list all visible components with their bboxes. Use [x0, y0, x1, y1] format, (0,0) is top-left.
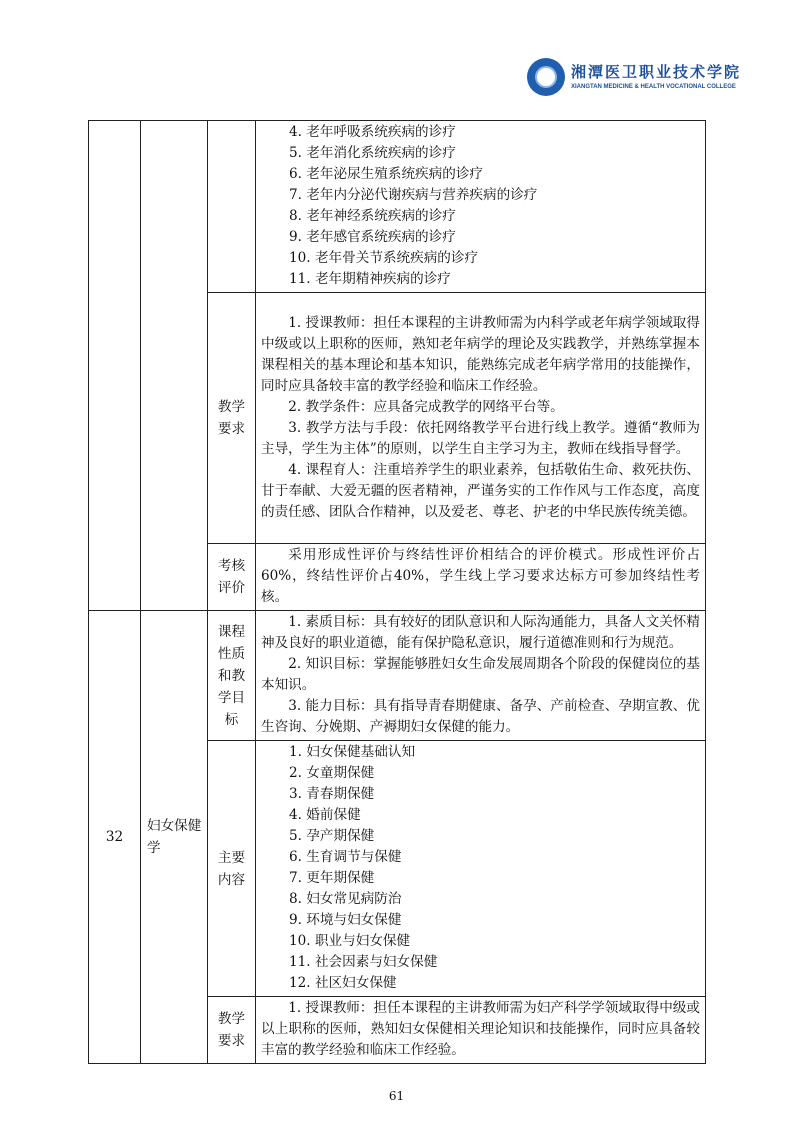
- goal-paragraph: 3. 能力目标：具有指导青春期健康、备孕、产前检查、孕期宣教、优生咨询、分娩期、产褥期妇女保健的能力。: [261, 698, 700, 735]
- prev-course-name: [141, 121, 208, 611]
- prev-content-list: [256, 121, 706, 293]
- college-logo: [527, 58, 741, 96]
- list-item: 6. 生育调节与保健: [289, 849, 402, 865]
- content-list: [256, 741, 706, 997]
- list-item: 10. 老年骨关节系统疾病的诊疗: [289, 250, 479, 266]
- list-item: 2. 女童期保健: [289, 765, 375, 781]
- goal-paragraph: 1. 素质目标：具有较好的团队意识和人际沟通能力，具备人文关怀精神及良好的职业道德，能有保护隐私意识，履行道德准则和行为规范。: [261, 614, 700, 651]
- requirement-paragraph: 2. 教学条件：应具备完成教学的网络平台等。: [288, 398, 564, 415]
- course-number: 32: [89, 611, 141, 1064]
- content-label: 主要内容: [217, 849, 246, 888]
- logo-english-name: XIANGTAN MEDICINE & HEALTH VOCATIONAL COLLEGE: [571, 83, 736, 90]
- logo-chinese-name: 湘潭医卫职业技术学院: [571, 62, 742, 81]
- list-item: 4. 老年呼吸系统疾病的诊疗: [289, 124, 456, 140]
- goals-label: 课程性质和教学目标: [217, 623, 246, 728]
- requirement-paragraph: 1. 授课教师：担任本课程的主讲教师需为内科学或老年病学领域取得中级或以上职称的医师，熟知老年病学的理论及实践教学，并熟练掌握本课程相关的基本理论和基本知识，能熟练完成老年病学常用的技能操作，同时应具备较丰富的教学经验和临床工作经验。: [261, 314, 700, 394]
- list-item: 12. 社区妇女保健: [289, 975, 397, 991]
- course-table: [88, 120, 706, 1064]
- list-item: 9. 老年感官系统疾病的诊疗: [289, 229, 456, 245]
- list-item: 11. 老年期精神疾病的诊疗: [289, 271, 451, 287]
- requirement-paragraph: 3. 教学方法与手段：依托网络教学平台进行线上教学。遵循“教师为主导，学生为主体”的原则，以学生自主学习为主，教师在线指导督学。: [261, 419, 700, 457]
- requirement-paragraph: 1. 授课教师：担任本课程的主讲教师需为妇产科学学领域取得中级或以上职称的医师，熟知妇女保健相关理论知识和技能操作，同时应具备较丰富的教学经验和临床工作经验。: [261, 1000, 700, 1058]
- list-item: 7. 更年期保健: [289, 870, 375, 886]
- course-goals: [256, 611, 706, 741]
- prev-evaluation: 采用形成性评价与终结性评价相结合的评价模式。形成性评价占60%，终结性评价占40%，学生线上学习要求达标方可参加终结性考核。: [261, 547, 700, 605]
- prev-requirements-label: 教学要求: [217, 399, 246, 437]
- list-item: 11. 社会因素与妇女保健: [289, 954, 438, 970]
- list-item: 4. 婚前保健: [289, 807, 361, 823]
- course-name: 妇女保健学: [147, 818, 202, 856]
- prev-requirements: [256, 293, 706, 544]
- list-item: 6. 老年泌尿生殖系统疾病的诊疗: [289, 166, 484, 182]
- prev-evaluation-label: 考核评价: [217, 558, 246, 596]
- college-seal-icon: [527, 58, 565, 96]
- list-item: 3. 青春期保健: [289, 786, 375, 802]
- list-item: 7. 老年内分泌代谢疾病与营养疾病的诊疗: [289, 187, 538, 203]
- list-item: 8. 老年神经系统疾病的诊疗: [289, 208, 456, 224]
- list-item: 5. 老年消化系统疾病的诊疗: [289, 145, 456, 161]
- list-item: 8. 妇女常见病防治: [289, 891, 402, 907]
- list-item: 1. 妇女保健基础认知: [289, 744, 416, 760]
- list-item: 9. 环境与妇女保健: [289, 912, 402, 928]
- goal-paragraph: 2. 知识目标：掌握能够胜妇女生命发展周期各个阶段的保健岗位的基本知识。: [261, 656, 700, 693]
- prev-content-label: [208, 121, 256, 293]
- list-item: 10. 职业与妇女保健: [289, 933, 411, 949]
- page-number: 61: [388, 1089, 405, 1103]
- list-item: 5. 孕产期保健: [289, 828, 375, 844]
- prev-course-number: [89, 121, 141, 611]
- requirement-paragraph: 4. 课程育人：注重培养学生的职业素养，包括敬佑生命、救死扶伤、甘于奉献、大爱无疆的医者精神，严谨务实的工作作风与工作态度，高度的责任感、团队合作精神，以及爱老、尊老、护老的中华民族传统美德。: [261, 461, 700, 520]
- requirements-label: 教学要求: [217, 1011, 246, 1049]
